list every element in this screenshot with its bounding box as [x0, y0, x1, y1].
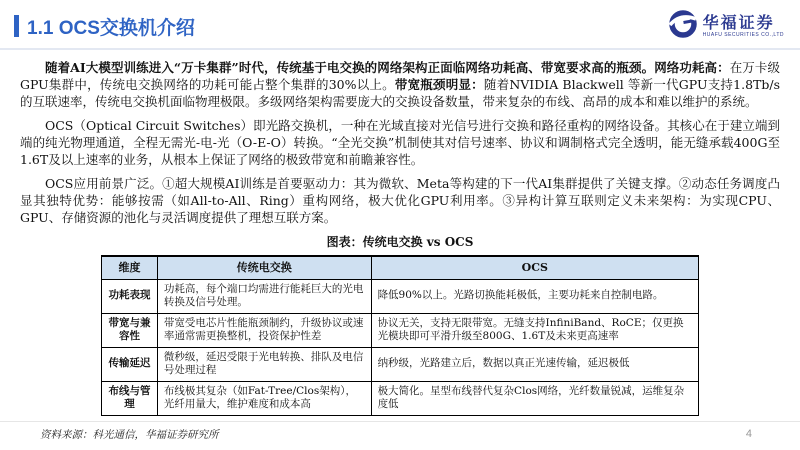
cell-traditional: 带宽受电芯片性能瓶颈制约，升级协议或速率通常需更换整机，投资保护性差 [157, 313, 371, 347]
paragraph-ocs-applications: OCS应用前景广泛。①超大规模AI训练是首要驱动力：其为微软、Meta等构建的下一代AI集群提供了关键支撑。②动态任务调度凸显其独特优势：能够按需（如All-to-All、Ring）重构网络，极大优化GPU利用率。③异构计算互联则定义未来架构：为实现CPU、GPU、存储资源的池化与灵活调度提供了理想互联方案。 [20, 176, 780, 225]
table-row [102, 313, 699, 347]
bandwidth-lead-in: 带宽瓶颈明显： [394, 77, 484, 92]
title-accent-bar [14, 15, 19, 37]
cell-traditional: 微秒级，延迟受限于光电转换、排队及电信号处理过程 [157, 347, 371, 381]
page-number: 4 [745, 428, 752, 440]
logo-company-name: 华福证券 [702, 12, 775, 32]
cell-ocs: 降低90%以上。光路切换能耗极低，主要功耗来自控制电路。 [371, 279, 698, 313]
header-traditional: 传统电交换 [157, 256, 371, 279]
table-row [102, 279, 699, 313]
row-label: 带宽与兼容性 [102, 313, 158, 347]
table-row [102, 347, 699, 381]
page-header [0, 0, 800, 43]
table-header-row [102, 256, 699, 279]
paragraph-ocs-definition: OCS（Optical Circuit Switches）即光路交换机，一种在光域直接对光信号进行交换和路径重构的网络设备。其核心在于建立端到端的纯光物理通道，全程无需光-电-光（O-E-O）转换。“全光交换”机制使其对信号速率、协议和调制格式完全透明，能无缝承载400G至1.6T及以上速率的业务，从根本上保证了网络的极致带宽和前瞻兼容性。 [20, 118, 780, 167]
header-dimension: 维度 [102, 256, 158, 279]
table-caption: 图表：传统电交换 vs OCS [326, 235, 474, 249]
comparison-table [101, 255, 699, 416]
power-lead-in: 网络功耗高： [654, 60, 730, 75]
logo-company-subtitle: HUAFU SECURITIES CO.,LTD [702, 31, 784, 38]
huafu-logo-text [702, 12, 784, 38]
cell-traditional: 功耗高，每个端口均需进行能耗巨大的光电转换及信号处理。 [157, 279, 371, 313]
body-text [0, 50, 800, 226]
cell-ocs: 极大简化。星型布线替代复杂Clos网络，光纤数量锐减，运维复杂度低 [371, 381, 698, 415]
row-label: 功耗表现 [102, 279, 158, 313]
cell-ocs: 协议无关，支持无限带宽。无缝支持InfiniBand、RoCE；仅更换光模块即可平滑升级至800G、1.6T及未来更高速率 [371, 313, 698, 347]
table-row [102, 381, 699, 415]
bandwidth-text: 随着NVIDIA Blackwell 等新一代GPU支持1.8Tb/s的互联速率，传统电交换机面临物理极限。多级网络架构需要庞大的交换设备数量，带来复杂的布线、高昂的成本和难以维护的系统。 [20, 77, 780, 109]
page-title: 1.1 OCS交换机介绍 [27, 17, 195, 39]
power-text: 在万卡级GPU集群中，传统电交换网络的功耗可能占整个集群的30%以上。 [20, 60, 780, 92]
cell-ocs: 纳秒级，光路建立后，数据以真正光速传输，延迟极低 [371, 347, 698, 381]
paragraph-bottleneck [20, 59, 780, 110]
huafu-logo [668, 9, 784, 43]
paragraph-lead-bold: 随着AI大模型训练进入“万卡集群”时代，传统基于电交换的网络架构正面临网络功耗高、带宽要求高的瓶颈。 [45, 60, 655, 75]
row-label: 传输延迟 [102, 347, 158, 381]
source-note: 资料来源：科光通信，华福证券研究所 [40, 428, 219, 441]
row-label: 布线与管理 [102, 381, 158, 415]
header-ocs: OCS [371, 256, 698, 279]
cell-traditional: 布线极其复杂（如Fat-Tree/Clos架构），光纤用量大，维护难度和成本高 [157, 381, 371, 415]
page-footer [0, 421, 800, 450]
huafu-logo-icon [668, 9, 698, 43]
